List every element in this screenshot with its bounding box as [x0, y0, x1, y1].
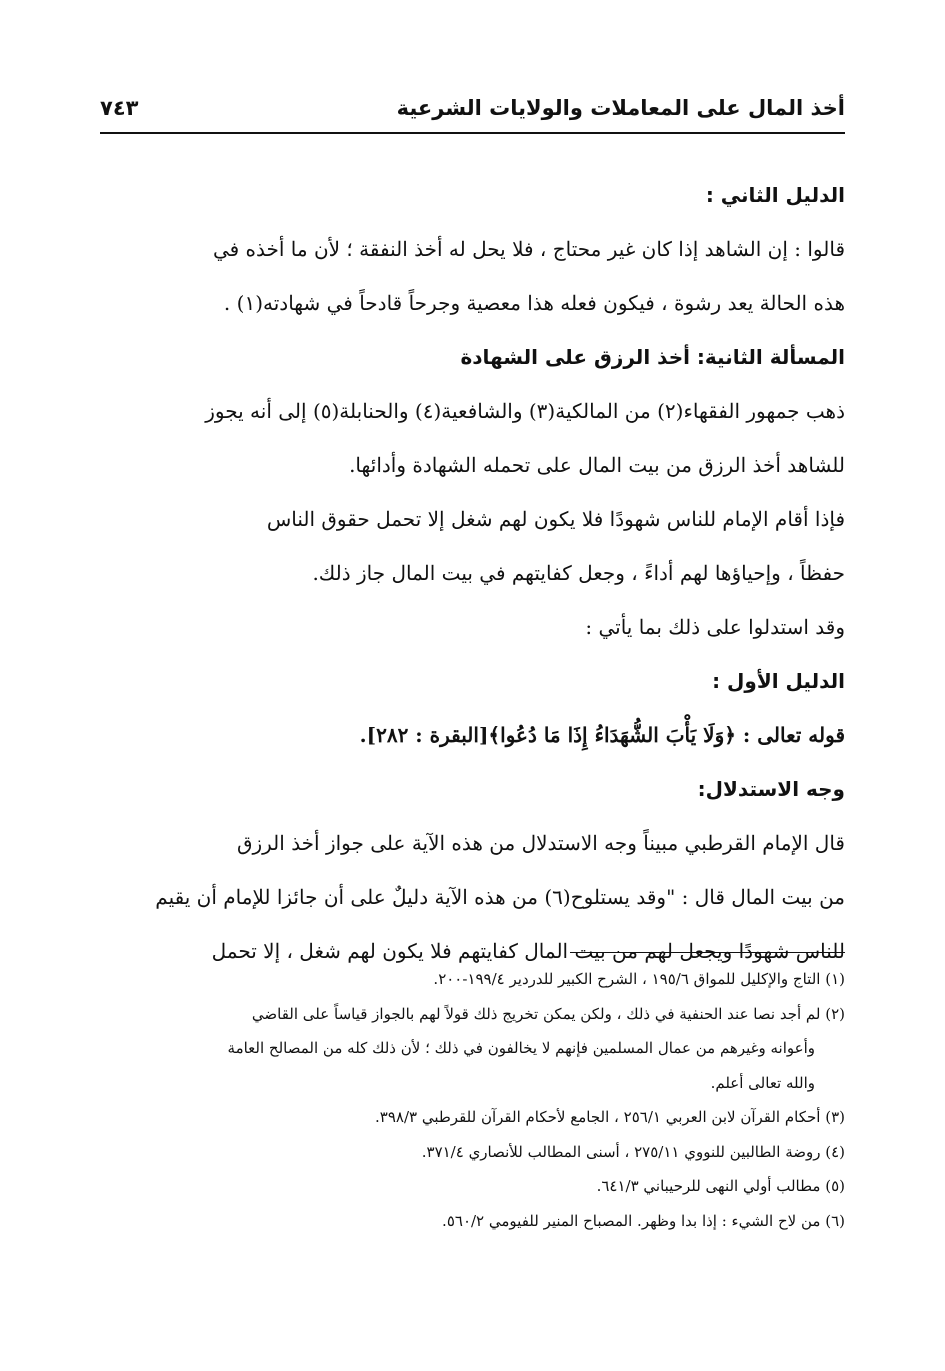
paragraph-line: فإذا أقام الإمام للناس شهودًا فلا يكون لهم شغل إلا تحمل حقوق الناس [266, 507, 845, 531]
footnote: (٤) روضة الطالبين للنووي ٢٧٥/١١ ، أسنى المطالب للأنصاري ٣٧١/٤. [421, 1142, 845, 1161]
section-heading: وجه الاستدلال: [697, 777, 845, 801]
paragraph-line: من بيت المال قال : "وقد يستلوح(٦) من هذه الآية دليلٌ على أن جائزا للإمام أن يقيم [155, 885, 845, 909]
running-title: أخذ المال على المعاملات والولايات الشرعية [396, 96, 845, 120]
footnotes [100, 962, 845, 1238]
paragraph-line: ذهب جمهور الفقهاء(٢) من المالكية(٣) والشافعية(٤) والحنابلة(٥) إلى أنه يجوز [205, 399, 845, 423]
paragraph-line: قال الإمام القرطبي مبيناً وجه الاستدلال من هذه الآية على جواز أخذ الرزق [236, 831, 845, 855]
footnote: (٢) لم أجد نصا عند الحنفية في ذلك ، ولكن يمكن تخريج ذلك قولاً لهم بالجواز قياساً على القاضي [251, 1004, 845, 1023]
paragraph-line: للناس شهودًا ويجعل لهم من بيت المال كفايتهم فلا يكون لهم شغل ، إلا تحمل [211, 939, 845, 963]
paragraph-line: وقد استدلوا على ذلك بما يأتي : [585, 615, 845, 639]
footnote: (١) التاج والإكليل للمواق ١٩٥/٦ ، الشرح الكبير للدردير ١٩٩/٤-٢٠٠. [433, 970, 845, 988]
footnote: (٥) مطالب أولي النهى للرحيباني ٦٤١/٣. [596, 1177, 845, 1195]
quran-verse-line: قوله تعالى : ﴿وَلَا يَأْبَ الشُّهَدَاءُ إِذَا مَا دُعُوا﴾[البقرة : ٢٨٢]. [359, 723, 845, 747]
footnote: (٣) أحكام القرآن لابن العربي ٢٥٦/١ ، الجامع لأحكام القرآن للقرطبي ٣٩٨/٣. [375, 1108, 845, 1126]
paragraph-line: للشاهد أخذ الرزق من بيت المال على تحمله الشهادة وأدائها. [349, 453, 845, 477]
issue-heading: المسألة الثانية: أخذ الرزق على الشهادة [460, 345, 845, 369]
paragraph-line: قالوا : إن الشاهد إذا كان غير محتاج ، فلا يحل له أخذ النفقة ؛ لأن ما أخذه في [212, 237, 845, 261]
main-text [100, 168, 845, 978]
paragraph-line: هذه الحالة يعد رشوة ، فيكون فعله هذا معصية وجرحاً قادحاً في شهادته(١) . [223, 291, 845, 315]
section-heading: الدليل الثاني : [705, 183, 845, 207]
paragraph-line: حفظاً ، وإحياؤها لهم أداءً ، وجعل كفايتهم في بيت المال جاز ذلك. [312, 561, 845, 585]
footnote-continuation: وأعوانه وغيرهم من عمال المسلمين فإنهم لا يخالفون في ذلك ؛ لأن ذلك كله من المصالح العامة [227, 1039, 815, 1057]
running-header [100, 92, 845, 134]
footnote-continuation: والله تعالى أعلم. [710, 1073, 815, 1092]
footnote: (٦) من لاح الشيء : إذا بدا وظهر. المصباح المنير للفيومي ٥٦٠/٢. [442, 1211, 845, 1230]
footnote-divider [570, 952, 845, 953]
page-number: ٧٤٣ [100, 96, 139, 120]
section-heading: الدليل الأول : [712, 669, 845, 693]
